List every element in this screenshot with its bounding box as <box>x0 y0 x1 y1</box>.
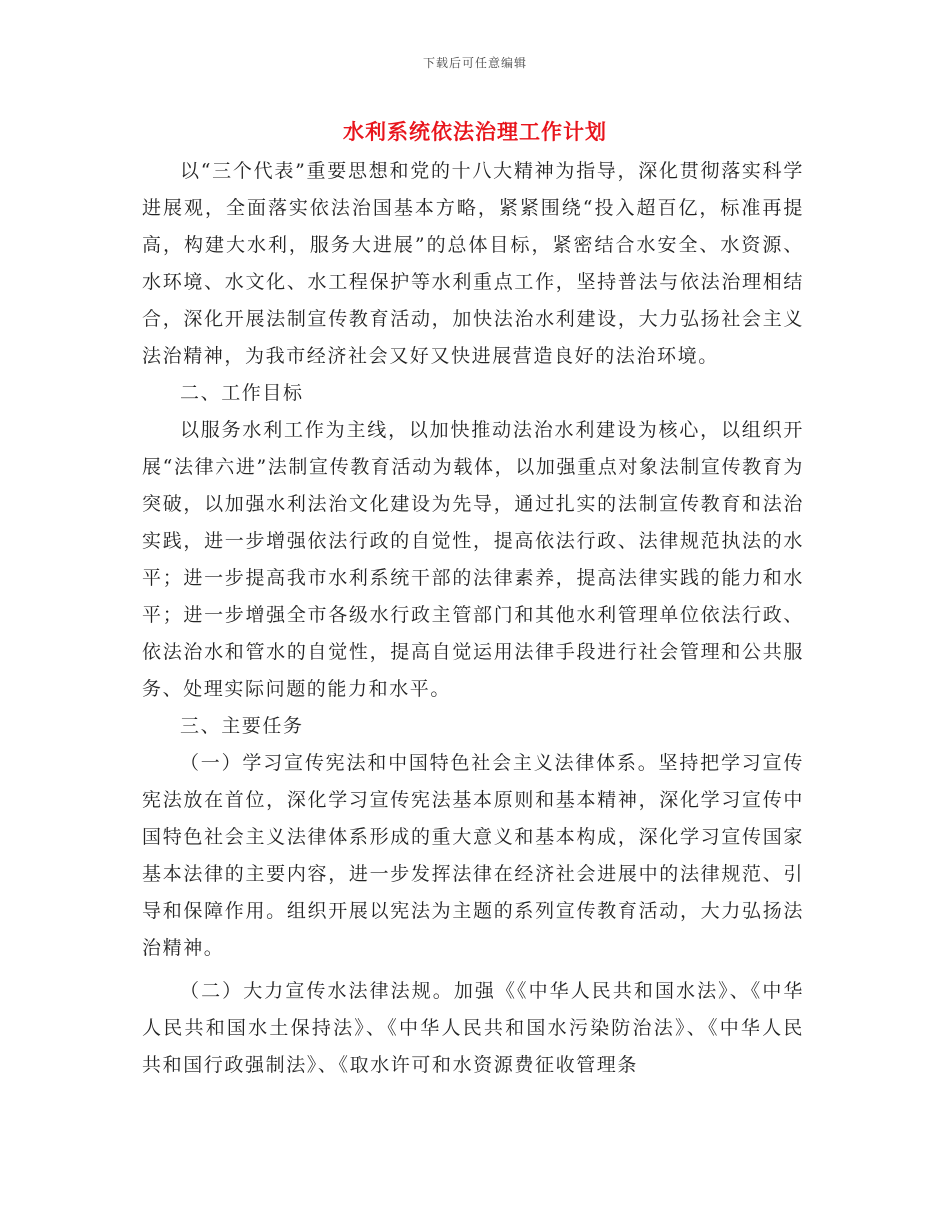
paragraph-task-2: （二）大力宣传水法律法规。加强《《中华人民共和国水法》、《中华人民共和国水土保持法》、《中华人民共和国水污染防治法》、《中华人民共和国行政强制法》、《取水许可和水资源费征收管理条 <box>142 980 804 1076</box>
heading-work-goals: 二、工作目标 <box>180 382 304 404</box>
paragraph-work-goals: 以服务水利工作为主线，以加快推动法治水利建设为核心，以组织开展“法律六进”法制宣传教育活动为载体，以加强重点对象法制宣传教育为突破，以加强水利法治文化建设为先导，通过扎实的法制宣传教育和法治实践，进一步增强依法行政的自觉性，提高依法行政、法律规范执法的水平；进一步提高我市水利系统干部的法律素养，提高法律实践的能力和水平；进一步增强全市各级水行政主管部门和其他水利管理单位依法行政、依法治水和管水的自觉性，提高自觉运用法律手段进行社会管理和公共服务、处理实际问题的能力和水平。 <box>142 419 804 700</box>
paragraph-task-1: （一）学习宣传宪法和中国特色社会主义法律体系。坚持把学习宣传宪法放在首位，深化学习宣传宪法基本原则和基本精神，深化学习宣传中国特色社会主义法律体系形成的重大意义和基本构成，深化学习宣传国家基本法律的主要内容，进一步发挥法律在经济社会进展中的法律规范、引导和保障作用。组织开展以宪法为主题的系列宣传教育活动，大力弘扬法治精神。 <box>142 752 804 959</box>
paragraph-intro: 以“三个代表”重要思想和党的十八大精神为指导，深化贯彻落实科学进展观，全面落实依法治国基本方略，紧紧围绕“投入超百亿，标准再提高，构建大水利，服务大进展”的总体目标，紧密结合水安全、水资源、水环境、水文化、水工程保护等水利重点工作，坚持普法与依法治理相结合，深化开展法制宣传教育活动，加快法治水利建设，大力弘扬社会主义法治精神，为我市经济社会又好又快进展营造良好的法治环境。 <box>142 160 804 367</box>
document-body <box>142 153 804 1084</box>
document-title: 水利系统依法治理工作计划 <box>343 119 607 144</box>
page-header-note: 下载后可任意编辑 <box>422 56 527 70</box>
heading-main-tasks: 三、主要任务 <box>180 715 304 737</box>
